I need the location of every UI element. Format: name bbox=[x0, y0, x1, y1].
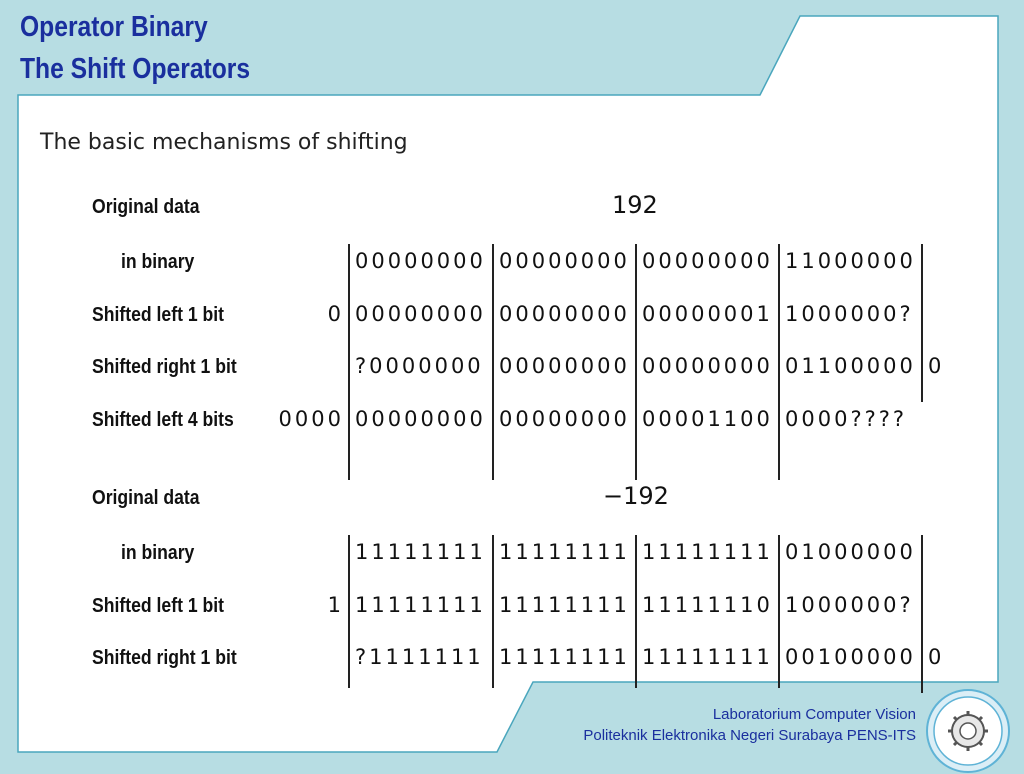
column-separator bbox=[778, 244, 780, 480]
byte-cell: 00000000 bbox=[355, 301, 486, 326]
byte-cell: 00000000 bbox=[499, 406, 630, 431]
original-data-label: Original data bbox=[92, 487, 200, 509]
row-label: Shifted right 1 bit bbox=[92, 356, 237, 378]
byte-cell: 00100000 bbox=[785, 645, 916, 669]
row-label: Shifted left 1 bit bbox=[92, 303, 224, 326]
column-separator bbox=[635, 244, 637, 480]
byte-cell: ?1111111 bbox=[355, 645, 484, 669]
byte-cell: 11000000 bbox=[785, 249, 916, 273]
row-label: in binary bbox=[121, 251, 195, 273]
column-separator bbox=[778, 535, 780, 688]
row-label: Shifted left 4 bits bbox=[92, 408, 234, 431]
byte-cell: 11111111 bbox=[355, 592, 486, 617]
shifted-out-bits: 0 bbox=[928, 645, 945, 669]
row-label: Shifted left 1 bit bbox=[92, 594, 224, 617]
byte-cell: ?0000000 bbox=[355, 354, 484, 378]
original-value: −192 bbox=[603, 482, 669, 510]
slide-title bbox=[20, 6, 250, 90]
byte-cell: 11111111 bbox=[499, 592, 630, 617]
byte-cell: 00000001 bbox=[642, 301, 773, 326]
row-label: in binary bbox=[121, 542, 195, 564]
byte-cell: 0000???? bbox=[785, 406, 908, 431]
row-label: Shifted right 1 bit bbox=[92, 647, 237, 669]
title-line-1: Operator Binary bbox=[20, 11, 208, 43]
original-data-label: Original data bbox=[92, 196, 200, 218]
byte-cell: 11111111 bbox=[355, 540, 486, 564]
byte-cell: 00001100 bbox=[642, 406, 773, 431]
byte-cell: 00000000 bbox=[642, 249, 773, 273]
footer-institution: Politeknik Elektronika Negeri Surabaya PENS-ITS bbox=[583, 727, 916, 744]
column-separator bbox=[348, 244, 350, 480]
slide-subtitle: The basic mechanisms of shifting bbox=[40, 130, 408, 155]
byte-cell: 00000000 bbox=[499, 249, 630, 273]
byte-cell: 01000000 bbox=[785, 540, 916, 564]
byte-cell: 00000000 bbox=[642, 354, 773, 378]
byte-cell: 11111111 bbox=[642, 540, 773, 564]
title-line-2: The Shift Operators bbox=[20, 53, 251, 85]
byte-cell: 00000000 bbox=[499, 301, 630, 326]
byte-cell: 11111111 bbox=[499, 645, 630, 669]
shifted-out-bits: 1 bbox=[327, 592, 344, 617]
byte-cell: 11111111 bbox=[642, 645, 773, 669]
byte-cell: 1000000? bbox=[785, 301, 914, 326]
original-value: 192 bbox=[612, 191, 658, 219]
byte-cell: 01100000 bbox=[785, 354, 916, 378]
byte-cell: 00000000 bbox=[355, 249, 486, 273]
byte-cell: 11111111 bbox=[499, 540, 630, 564]
byte-cell: 00000000 bbox=[499, 354, 630, 378]
byte-cell: 1000000? bbox=[785, 592, 914, 617]
footer-lab: Laboratorium Computer Vision bbox=[712, 706, 916, 723]
byte-cell: 11111110 bbox=[642, 592, 773, 617]
pens-its-seal-icon bbox=[925, 688, 1011, 774]
column-separator bbox=[921, 535, 923, 693]
byte-cell: 00000000 bbox=[355, 406, 486, 431]
shifted-out-bits: 0 bbox=[928, 354, 945, 378]
column-separator bbox=[492, 244, 494, 480]
column-separator bbox=[635, 535, 637, 688]
shifted-out-bits: 0 bbox=[327, 301, 344, 326]
column-separator bbox=[348, 535, 350, 688]
column-separator bbox=[492, 535, 494, 688]
column-separator bbox=[921, 244, 923, 402]
shifted-out-bits: 0000 bbox=[278, 406, 344, 431]
